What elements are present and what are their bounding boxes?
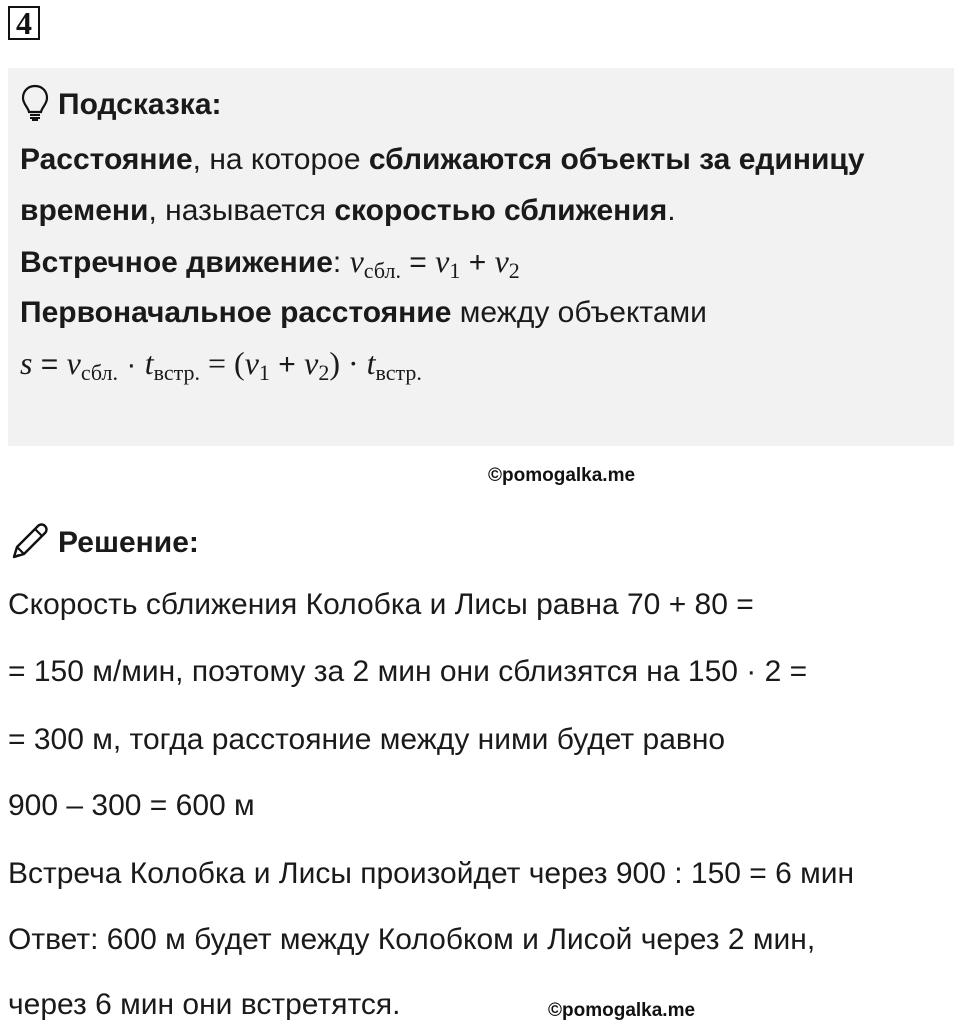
hint-text [20, 134, 954, 389]
solution-header [8, 518, 199, 568]
text: : [332, 246, 350, 279]
hint-line-4 [20, 287, 954, 338]
pencil-icon [8, 519, 52, 568]
math-sub: сбл. [363, 258, 401, 283]
math-var: v [244, 345, 259, 381]
term-initial-distance: Первоначальное расстояние [20, 296, 452, 329]
watermark: ©pomogalka.me [548, 1000, 696, 1021]
math-op: = [32, 348, 67, 381]
solution-line: = 150 м/мин, поэтому за 2 мин они сблизятся на 150 · 2 = [8, 655, 808, 688]
math-sub: сбл. [80, 360, 119, 385]
math-var: v [435, 243, 450, 279]
hint-header [20, 74, 954, 136]
math-var: v [349, 243, 364, 279]
math-var: v [494, 243, 509, 279]
math-sub: встр. [153, 360, 200, 385]
math-var: v [304, 345, 319, 381]
text: , называется [148, 194, 335, 227]
watermark: ©pomogalka.me [488, 465, 636, 486]
task-number: 4 [8, 6, 40, 40]
math-var: s [20, 345, 33, 381]
term-meeting: Встречное движение [20, 246, 333, 279]
lightbulb-icon [20, 83, 50, 128]
solution-line: = 300 м, тогда расстояние между ними будет равно [8, 723, 726, 756]
math-sub: 2 [508, 258, 520, 283]
math-op: + [269, 348, 305, 381]
hint-line-2 [20, 185, 954, 236]
math-op: + [460, 246, 495, 279]
hint-title: Подсказка: [58, 88, 222, 121]
solution-title: Решение: [58, 526, 199, 559]
math-var: t [366, 345, 376, 381]
math-var: t [144, 345, 154, 381]
hint-box [8, 68, 954, 446]
math-sub: 2 [318, 360, 330, 385]
text: . [667, 194, 676, 227]
solution-line: Встреча Колобка и Лисы произойдет через 900 : 150 = 6 мин [8, 857, 855, 890]
term-distance: Расстояние [20, 143, 193, 176]
solution-line: Ответ: 600 м будет между Колобком и Лисой через 2 мин, [8, 923, 816, 956]
math-op: = [400, 246, 436, 279]
hint-line-1 [20, 134, 954, 185]
term-approach: сближаются объекты за единицу [368, 143, 865, 176]
hint-line-5 [20, 338, 954, 389]
math-op: ) · [329, 345, 367, 381]
solution-line: через 6 мин они встретятся. [8, 988, 401, 1021]
solution-line: 900 – 300 = 600 м [8, 789, 255, 822]
term-speed: скоростью сближения [334, 194, 668, 227]
term-time: времени [20, 194, 149, 227]
math-sub: встр. [375, 360, 422, 385]
math-op: = ( [200, 345, 245, 381]
math-sub: 1 [449, 258, 461, 283]
text: , на которое [192, 143, 369, 176]
text: между объектами [451, 296, 707, 329]
math-sub: 1 [258, 360, 270, 385]
math-var: v [66, 345, 81, 381]
hint-line-3 [20, 236, 954, 287]
math-op: · [118, 348, 145, 381]
solution-line: Скорость сближения Колобка и Лисы равна 70 + 80 = [8, 588, 754, 621]
